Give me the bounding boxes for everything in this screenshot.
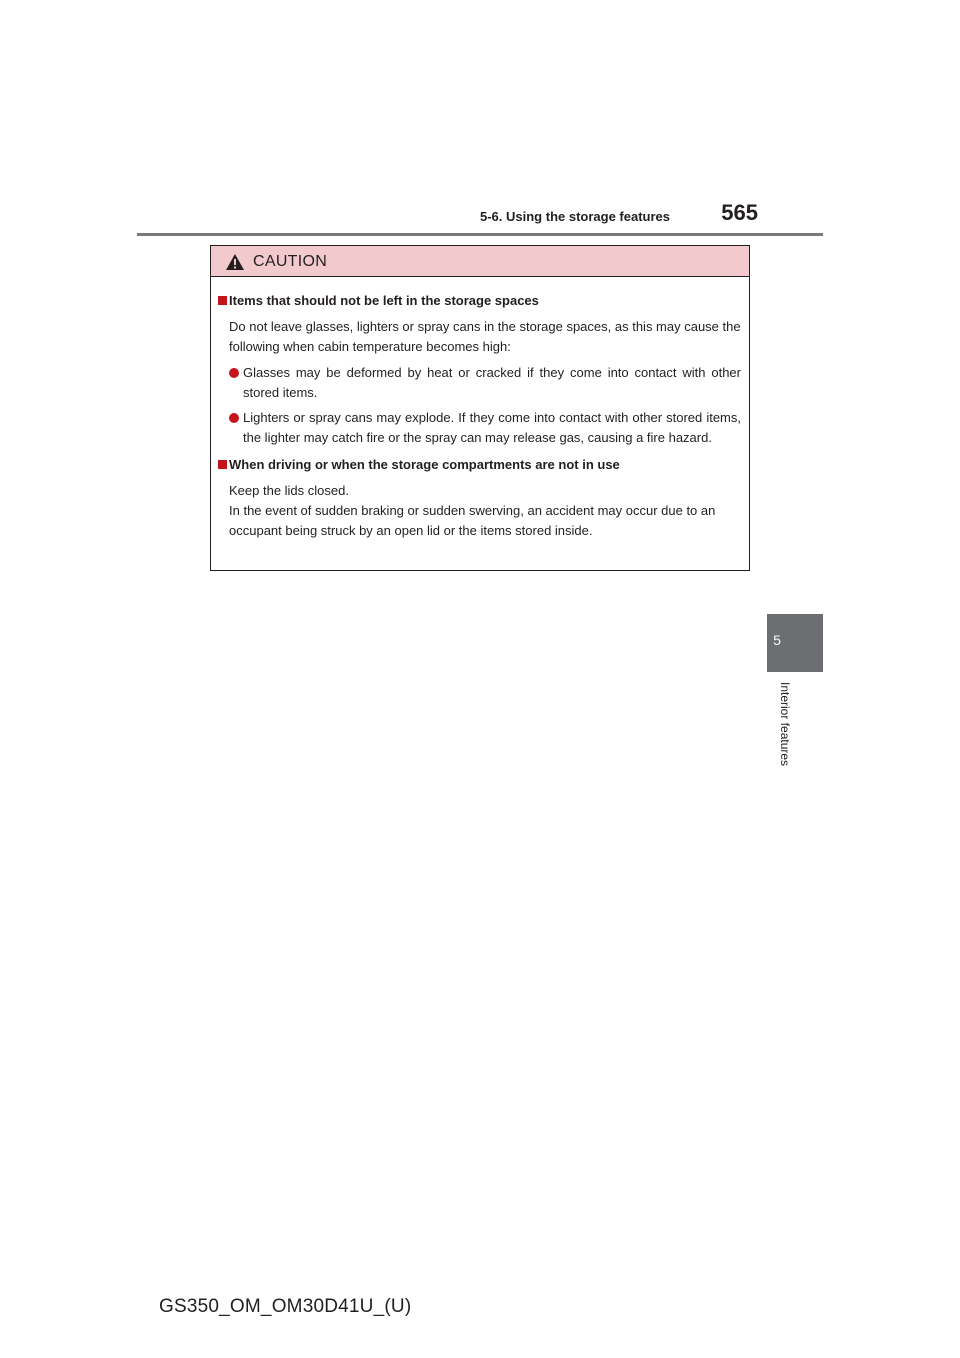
round-bullet-icon (229, 413, 239, 423)
list-item (219, 363, 741, 403)
chapter-number: 5 (773, 632, 781, 648)
list-item-text: Lighters or spray cans may explode. If they come into contact with other stored items, the lighter may catch fire or the spray can may release gas, causing a fire hazard. (243, 410, 741, 445)
warning-triangle-icon (225, 253, 245, 271)
list-item-text: Glasses may be deformed by heat or cracked if they come into contact with other stored items. (243, 365, 741, 400)
header-rule (137, 233, 823, 236)
caution-box (210, 245, 750, 571)
section-paragraph: Keep the lids closed. (229, 483, 349, 498)
square-marker-icon (218, 460, 227, 469)
chapter-label: Interior features (778, 682, 792, 767)
running-header-section: 5-6. Using the storage features (480, 209, 670, 224)
section-heading-text: Items that should not be left in the storage spaces (229, 293, 539, 308)
page-number: 565 (721, 200, 758, 225)
square-marker-icon (218, 296, 227, 305)
list-item (219, 408, 741, 448)
section-paragraph: Do not leave glasses, lighters or spray cans in the storage spaces, as this may cause the following when cabin temperature becomes high: (229, 319, 741, 354)
caution-body (211, 277, 749, 541)
round-bullet-icon (229, 368, 239, 378)
document-code: GS350_OM_OM30D41U_(U) (159, 1296, 412, 1317)
section-heading (219, 455, 741, 475)
caution-title: CAUTION (253, 253, 328, 270)
section-heading-text: When driving or when the storage compartments are not in use (229, 457, 620, 472)
chapter-label-wrapper (728, 682, 792, 780)
section-heading (219, 291, 741, 311)
caution-header (211, 246, 749, 277)
section-paragraph: In the event of sudden braking or sudden swerving, an accident may occur due to an occupant being struck by an open lid or the items stored inside. (229, 503, 716, 538)
chapter-tab (767, 614, 823, 672)
